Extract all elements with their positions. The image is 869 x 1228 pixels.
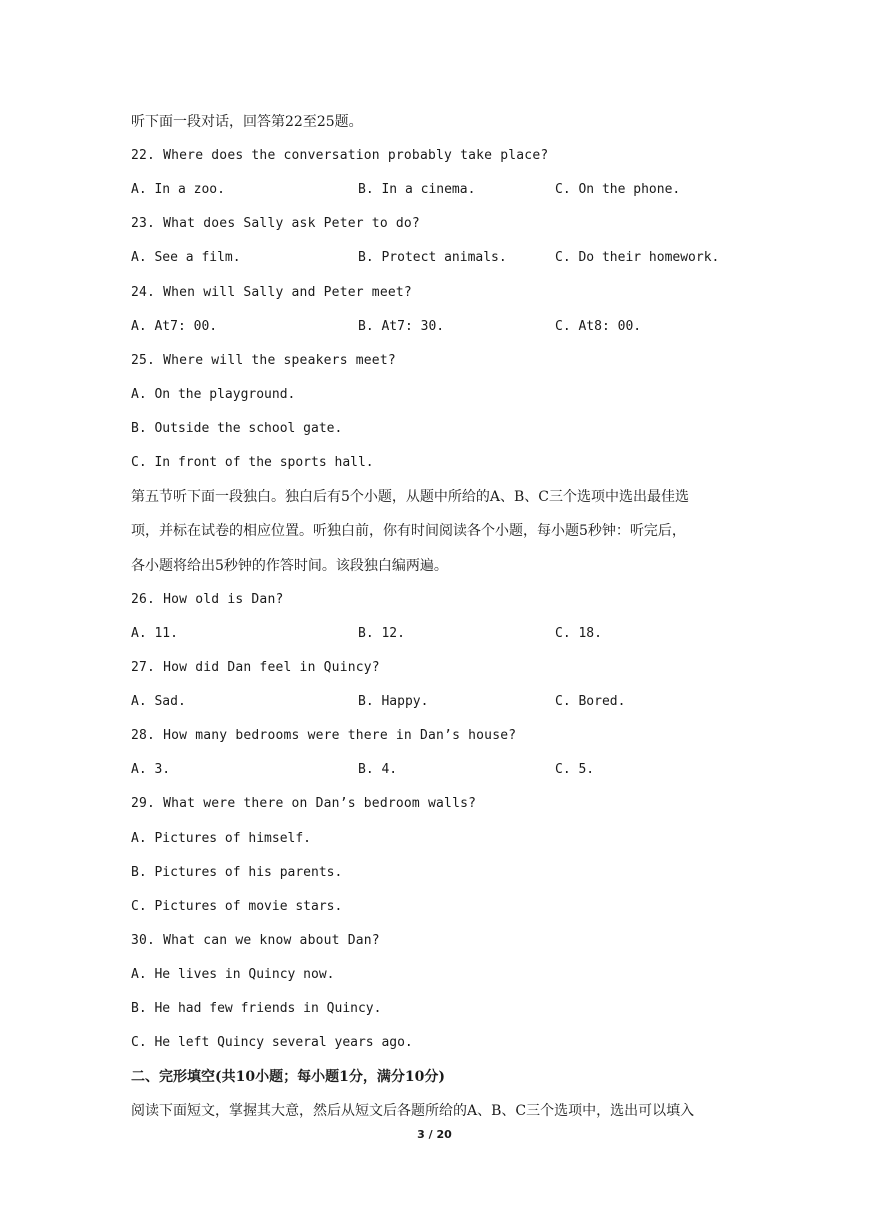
option-28-a: A. 3.: [131, 762, 171, 777]
option-27-c: C. Bored.: [555, 694, 626, 709]
option-22-a: A. In a zoo.: [131, 182, 225, 197]
option-30-c: C. He left Quincy several years ago.: [131, 1035, 413, 1050]
option-26-a: A. 11.: [131, 626, 178, 641]
question-25: 25. Where will the speakers meet?: [131, 353, 396, 368]
option-29-c: C. Pictures of movie stars.: [131, 899, 343, 914]
intro-22-25: 听下面一段对话，回答第22至25题。: [131, 114, 363, 130]
option-24-b: B. At7: 30.: [358, 319, 445, 334]
question-24: 24. When will Sally and Peter meet?: [131, 285, 412, 300]
option-30-b: B. He had few friends in Quincy.: [131, 1001, 382, 1016]
option-30-a: A. He lives in Quincy now.: [131, 967, 335, 982]
option-27-a: A. Sad.: [131, 694, 186, 709]
section5-line-1: 第五节听下面一段独白。独白后有5个小题，从题中所给的A、B、C三个选项中选出最佳选: [131, 489, 690, 505]
section5-line-3: 各小题将给出5秒钟的作答时间。该段独白编两遍。: [131, 558, 448, 574]
question-28: 28. How many bedrooms were there in Dan’s house?: [131, 728, 517, 743]
option-25-c: C. In front of the sports hall.: [131, 455, 374, 470]
option-22-c: C. On the phone.: [555, 182, 681, 197]
option-26-c: C. 18.: [555, 626, 602, 641]
option-23-a: A. See a film.: [131, 250, 241, 265]
section5-line-2: 项，并标在试卷的相应位置。听独白前，你有时间阅读各个小题，每小题5秒钟：听完后，: [131, 523, 686, 539]
option-28-c: C. 5.: [555, 762, 595, 777]
option-23-b: B. Protect animals.: [358, 250, 507, 265]
option-24-c: C. At8: 00.: [555, 319, 642, 334]
page-number: 3 / 20: [417, 1128, 452, 1141]
option-24-a: A. At7: 00.: [131, 319, 218, 334]
option-29-b: B. Pictures of his parents.: [131, 865, 343, 880]
part2-heading: 二、完形填空(共10小题；每小题1分，满分10分): [131, 1069, 445, 1085]
option-26-b: B. 12.: [358, 626, 405, 641]
part2-instruction: 阅读下面短文，掌握其大意，然后从短文后各题所给的A、B、C三个选项中，选出可以填入: [131, 1103, 695, 1119]
question-23: 23. What does Sally ask Peter to do?: [131, 216, 420, 231]
question-30: 30. What can we know about Dan?: [131, 933, 380, 948]
option-27-b: B. Happy.: [358, 694, 429, 709]
question-27: 27. How did Dan feel in Quincy?: [131, 660, 380, 675]
option-22-b: B. In a cinema.: [358, 182, 476, 197]
option-25-a: A. On the playground.: [131, 387, 296, 402]
question-29: 29. What were there on Dan’s bedroom walls?: [131, 796, 477, 811]
option-29-a: A. Pictures of himself.: [131, 831, 312, 846]
question-22: 22. Where does the conversation probably take place?: [131, 148, 549, 163]
option-25-b: B. Outside the school gate.: [131, 421, 343, 436]
option-23-c: C. Do their homework.: [555, 250, 720, 265]
question-26: 26. How old is Dan?: [131, 592, 284, 607]
option-28-b: B. 4.: [358, 762, 398, 777]
